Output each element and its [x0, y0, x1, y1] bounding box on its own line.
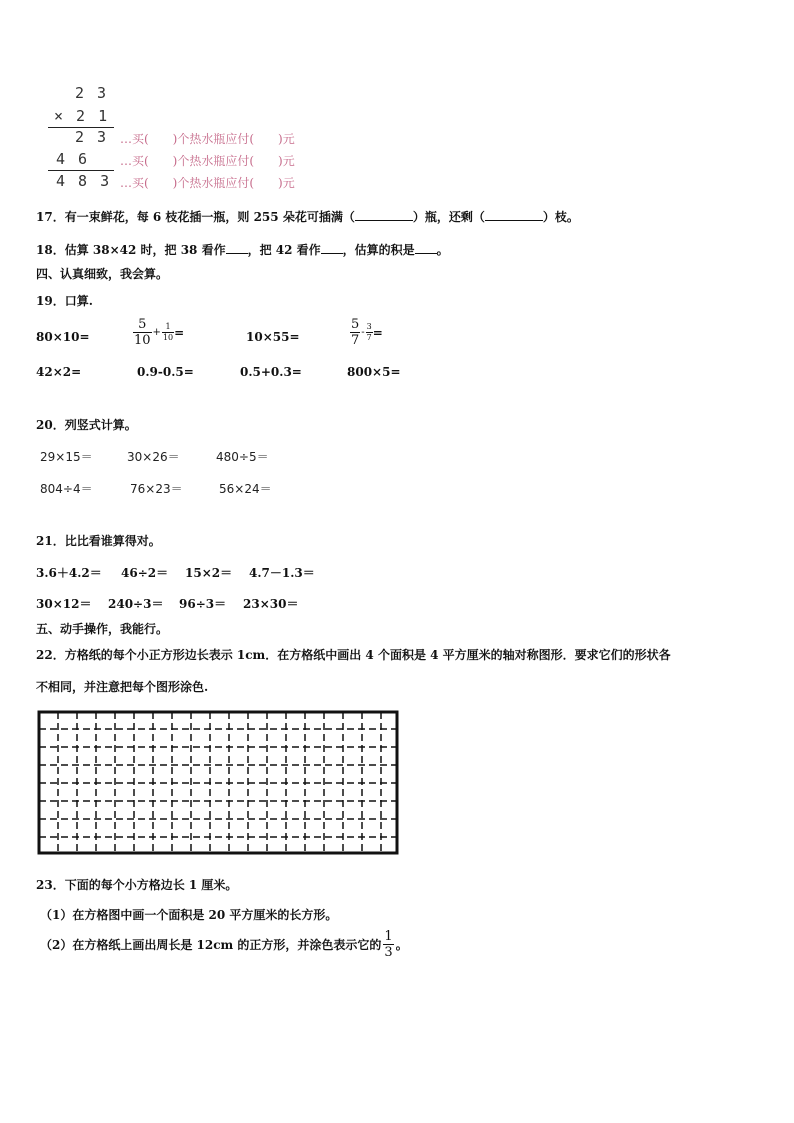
equals-sign: = — [174, 325, 185, 340]
vm-row-product: 4 8 3 — [56, 172, 112, 190]
question-17 — [36, 208, 579, 225]
q20-item: 76×23＝ — [130, 482, 183, 496]
q17-number: 17． — [36, 210, 65, 224]
q21-item: 15×2＝ — [185, 566, 233, 580]
vm-row-partial1: 2 3 — [75, 128, 109, 146]
vm-note-2: …买( )个热水瓶应付( )元 — [120, 154, 295, 168]
q19-r2c3: 0.5+0.3= — [240, 365, 302, 379]
q17-text-c: ）枝。 — [542, 210, 579, 224]
q23-part-2 — [40, 930, 408, 959]
equals-sign: = — [372, 325, 383, 340]
fraction-3-7: $\frac{3}{7}$ — [366, 322, 372, 342]
q17-text-a: 有一束鲜花，每 6 枝花插一瓶，则 255 朵花可插满（ — [64, 210, 355, 224]
q20-item: 804÷4＝ — [40, 482, 93, 496]
q19-r2c1: 42×2= — [36, 365, 82, 379]
question-18 — [36, 241, 449, 258]
grid-lines — [39, 712, 397, 853]
q20-item: 30×26＝ — [127, 450, 180, 464]
q23-part-2-end: 。 — [395, 938, 408, 952]
vm-row-multiplier: × 2 1 — [54, 107, 110, 125]
q17-blank-1[interactable] — [355, 220, 413, 221]
q22-line2: 不相同，并注意把每个图形涂色. — [36, 680, 209, 694]
grid-paper[interactable] — [37, 710, 399, 855]
q19-r1c1: 80×10= — [36, 330, 90, 344]
fraction-5-7: $\frac{5}{7}$ — [351, 317, 360, 348]
section-4-heading: 四、认真细致，我会算。 — [36, 267, 169, 281]
q20-item: 29×15＝ — [40, 450, 93, 464]
q21-item: 240÷3＝ — [108, 597, 164, 611]
q21-item: 96÷3＝ — [179, 597, 227, 611]
vm-row-multiplicand: 2 3 — [75, 84, 109, 102]
q18-text-a: 估算 38×42 时，把 38 看作 — [64, 243, 226, 257]
plus-sign: + — [152, 327, 161, 338]
vm-row-partial2: 4 6 — [56, 150, 90, 168]
q19-r2c2: 0.9-0.5= — [137, 365, 194, 379]
q19-title: 19．口算. — [36, 294, 93, 308]
q23-part-2-text: （2）在方格纸上画出周长是 12cm 的正方形，并涂色表示它的 — [40, 938, 382, 952]
q18-text-b: ，把 42 看作 — [247, 243, 321, 257]
q21-item: 46÷2＝ — [121, 566, 169, 580]
q23-title: 23．下面的每个小方格边长 1 厘米。 — [36, 878, 238, 892]
q21-item: 23×30＝ — [243, 597, 299, 611]
q21-item: 4.7－1.3＝ — [249, 566, 315, 580]
q21-item: 30×12＝ — [36, 597, 92, 611]
q17-text-b: ）瓶，还剩（ — [412, 210, 485, 224]
q18-blank-3[interactable] — [415, 253, 437, 254]
q20-item: 480÷5＝ — [216, 450, 269, 464]
q21-title: 21．比比看谁算得对。 — [36, 534, 161, 548]
q18-number: 18． — [36, 243, 65, 257]
fraction-5-10: $\frac{5}{10}$ — [134, 317, 151, 348]
q18-text-d: 。 — [436, 243, 449, 257]
minus-sign: - — [361, 327, 365, 338]
q19-r1c3: 10×55= — [246, 330, 300, 344]
q19-fraction-diff — [350, 318, 383, 347]
q19-r2c4: 800×5= — [347, 365, 401, 379]
fraction-1-3: $\frac{1}{3}$ — [384, 929, 393, 960]
q21-item: 3.6＋4.2＝ — [36, 566, 102, 580]
q18-blank-1[interactable] — [226, 253, 248, 254]
vm-note-3: …买( )个热水瓶应付( )元 — [120, 176, 295, 190]
q17-blank-2[interactable] — [485, 220, 543, 221]
q22-line1: 22．方格纸的每个小正方形边长表示 1cm．在方格纸中画出 4 个面积是 4 平方厘米的轴对称图形．要求它们的形状各 — [36, 648, 671, 662]
q20-item: 56×24＝ — [219, 482, 272, 496]
q18-blank-2[interactable] — [321, 253, 343, 254]
section-5-heading: 五、动手操作，我能行。 — [36, 622, 169, 636]
vm-note-1: …买( )个热水瓶应付( )元 — [120, 132, 295, 146]
q20-title: 20．列竖式计算。 — [36, 418, 137, 432]
q23-part-1: （1）在方格图中画一个面积是 20 平方厘米的长方形。 — [40, 908, 338, 922]
q19-fraction-sum — [133, 318, 184, 347]
q18-text-c: ，估算的积是 — [342, 243, 415, 257]
vm-rule-2 — [48, 170, 114, 171]
fraction-1-10: $\frac{1}{10}$ — [162, 322, 174, 342]
